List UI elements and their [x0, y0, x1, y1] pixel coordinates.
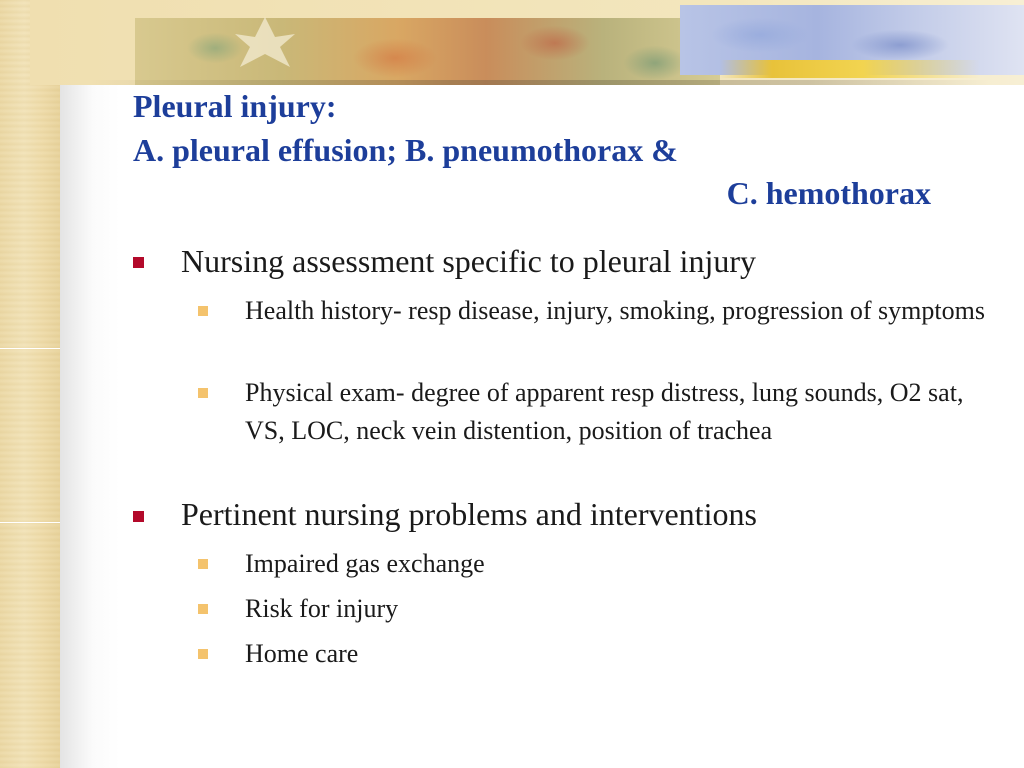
level2-bullet-icon: [198, 388, 208, 398]
level2-bullet-icon: [198, 604, 208, 614]
level2-bullet-icon: [198, 306, 208, 316]
list-item-level2: Home care: [245, 639, 359, 668]
list-item-level2: Risk for injury: [245, 594, 399, 623]
level2-bullet-icon: [198, 559, 208, 569]
list-item-level2: Health history- resp disease, injury, smoking, progression of symptoms: [245, 296, 985, 325]
list-item-level2: Impaired gas exchange: [245, 549, 485, 578]
level2-bullet-icon: [198, 649, 208, 659]
level1-bullet-icon: [133, 511, 144, 522]
title-line: Pleural injury:: [133, 88, 337, 124]
list-item-level1: Nursing assessment specific to pleural injury: [181, 243, 756, 279]
level1-bullet-icon: [133, 257, 144, 268]
title-line: A. pleural effusion; B. pneumothorax &: [133, 131, 678, 168]
title-line: C. hemothorax: [726, 175, 931, 212]
list-item-level1: Pertinent nursing problems and interventions: [181, 496, 757, 532]
list-item-level2: Physical exam- degree of apparent resp distress, lung sounds, O2 sat, VS, LOC, neck vein distention, position of trachea: [245, 378, 964, 445]
